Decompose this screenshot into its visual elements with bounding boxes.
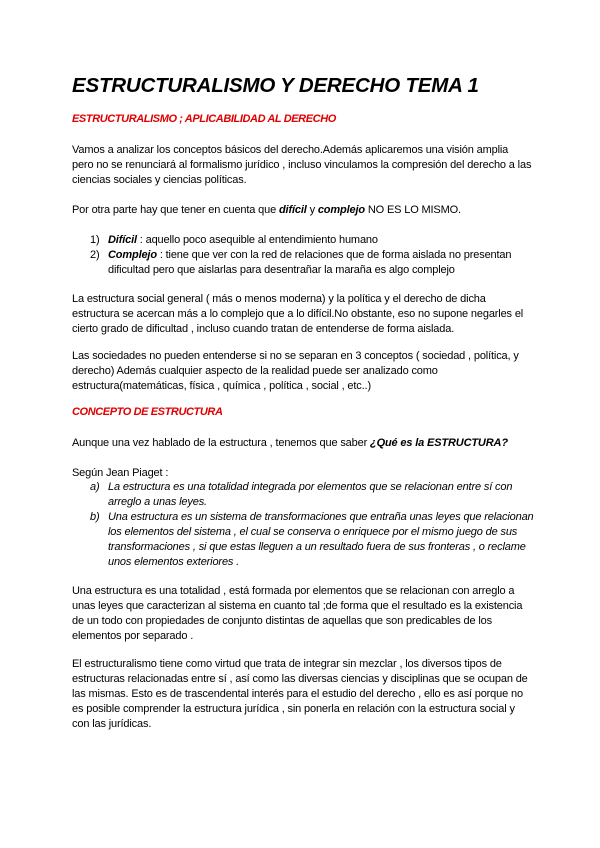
section-heading-structuralism: ESTRUCTURALISMO ; APLICABILIDAD AL DERECHO: [72, 113, 336, 125]
list-letter: a): [90, 481, 100, 493]
paragraph-difficult-vs-complex: [72, 203, 532, 218]
term-dificil: difícil: [278, 204, 307, 216]
paragraph-piaget: Según Jean Piaget :: [72, 467, 169, 479]
paragraph-structuralism-virtue: El estructuralismo tiene como virtud que trata de integrar sin mezclar , los diversos tipos de estructuras relacionadas entre sí , así como las diversas ciencias y disciplinas que se ocupan de las mismas. Esto es de trascendental interés para el estudio del derecho , ello es así porque no es posible comprender la estructura jurídica , sin ponerla en relación con la estructura social y con las jurídicas.: [72, 658, 528, 730]
paragraph-question: [72, 436, 532, 451]
list-letter: b): [90, 511, 100, 523]
question-emphasis: ¿Qué es la ESTRUCTURA?: [370, 437, 508, 449]
list-text: La estructura es una totalidad integrada por elementos que se relacionan entre sí con arreglo a unas leyes.: [108, 481, 513, 508]
list-item: [90, 233, 540, 248]
definitions-list: [90, 233, 540, 278]
paragraph-text: Por otra parte hay que tener en cuenta que: [72, 204, 279, 216]
section-heading-concept: CONCEPTO DE ESTRUCTURA: [72, 406, 223, 418]
paragraph-text: y: [306, 204, 318, 216]
paragraph-social-structure: La estructura social general ( más o menos moderna) y la política y el derecho de dicha estructura se acercan más a lo complejo que a lo difícil.No obstante, eso no supone negarles el cierto grado de dificultad , incluso cuando tratan de entenderse de forma aislada.: [72, 293, 524, 335]
document-title: ESTRUCTURALISMO Y DERECHO TEMA 1: [72, 74, 479, 97]
paragraph-totality: Una estructura es una totalidad , está formada por elementos que se relacionan con arreglo a unas leyes que caracterizan al sistema en cuanto tal ;de forma que el resultado es la existencia de un todo con propiedades de conjunto distintas de aquellas que son predicables de los elementos por separado .: [72, 585, 523, 642]
list-item: [90, 510, 535, 570]
paragraph-text: Aunque una vez hablado de la estructura , tenemos que saber: [72, 437, 370, 449]
paragraph-intro: Vamos a analizar los conceptos básicos del derecho.Además aplicaremos una visión amplia pero no se renunciará al formalismo jurídico , incluso vinculamos la compresión del derecho a las ciencias sociales y ciencias políticas.: [72, 144, 532, 186]
list-text: Una estructura es un sistema de transformaciones que entraña unas leyes que relacionan los elementos del sistema , el cual se conserva o enriquece por el mismo juego de sus transformaciones , si que estas lleguen a un resultado fuera de sus fronteras , o reclame unos elementos exteriores .: [108, 511, 534, 568]
list-number: 2): [90, 249, 100, 261]
list-text: : aquello poco asequible al entendimiento humano: [136, 234, 378, 246]
piaget-definitions-list: [90, 480, 535, 570]
paragraph-text: NO ES LO MISMO.: [364, 204, 461, 216]
list-term: Complejo: [108, 249, 157, 261]
list-text: : tiene que ver con la red de relaciones que de forma aislada no presentan dificultad pero que aislarlas para desentrañar la maraña es algo complejo: [108, 249, 512, 276]
paragraph-societies: Las sociedades no pueden entenderse si no se separan en 3 conceptos ( sociedad , política, y derecho) Además cualquier aspecto de la realidad puede ser analizado como estructura(matemáticas, física , química , política , social , etc..): [72, 350, 519, 392]
term-complejo: complejo: [317, 204, 365, 216]
list-item: [90, 248, 540, 278]
list-term: Difícil: [108, 234, 137, 246]
list-item: [90, 480, 535, 510]
list-number: 1): [90, 234, 100, 246]
